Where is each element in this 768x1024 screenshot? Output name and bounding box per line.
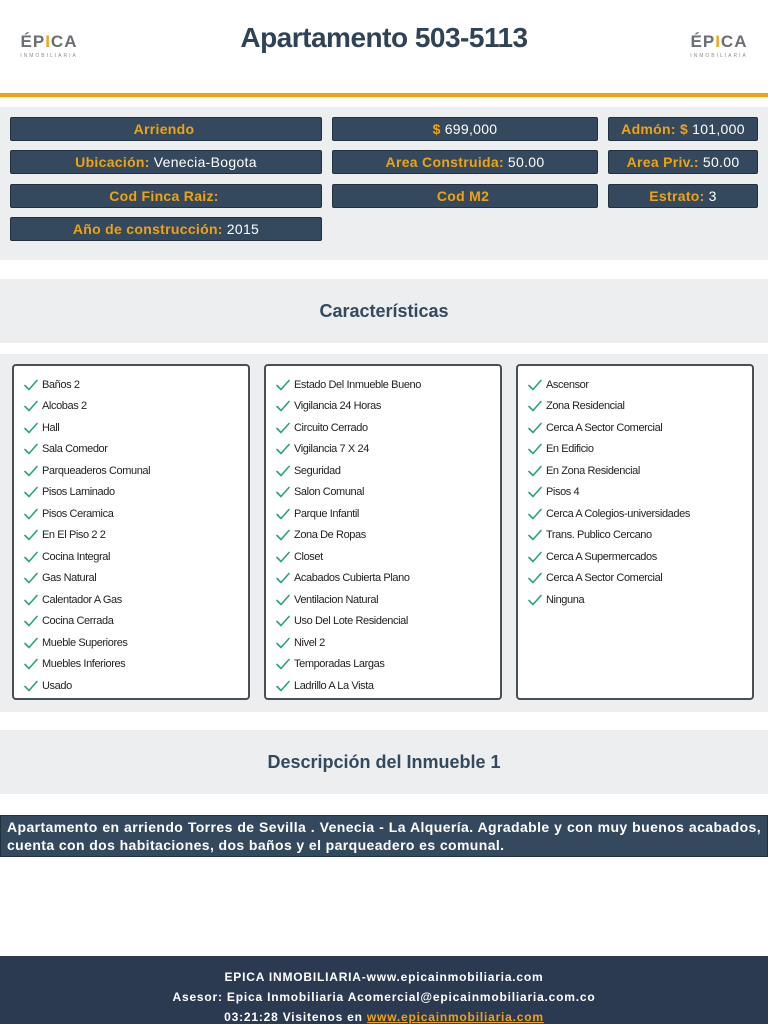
feature-item bbox=[528, 396, 752, 418]
check-icon bbox=[24, 551, 38, 563]
feature-item bbox=[24, 374, 248, 396]
feature-label: Circuito Cerrado bbox=[294, 421, 368, 434]
feature-item bbox=[276, 654, 500, 676]
pill-area-priv: Area Priv.: 50.00 bbox=[608, 150, 758, 174]
feature-item bbox=[528, 460, 752, 482]
features-column bbox=[12, 364, 250, 700]
check-icon bbox=[24, 658, 38, 670]
feature-item bbox=[24, 568, 248, 590]
features-column bbox=[264, 364, 502, 700]
feature-label: Parqueaderos Comunal bbox=[42, 464, 151, 477]
feature-label: Vigilancia 7 X 24 bbox=[294, 443, 369, 456]
feature-label: Usado bbox=[42, 679, 72, 692]
check-icon bbox=[528, 486, 542, 498]
feature-item bbox=[24, 396, 248, 418]
check-icon bbox=[528, 422, 542, 434]
feature-label: Pisos 4 bbox=[546, 486, 580, 499]
feature-label: Seguridad bbox=[294, 464, 341, 477]
feature-item bbox=[24, 632, 248, 654]
feature-item bbox=[528, 374, 752, 396]
feature-label: Sala Comedor bbox=[42, 443, 108, 456]
feature-item bbox=[276, 611, 500, 633]
footer-company-line: EPICA INMOBILIARIA-www.epicainmobiliaria.com bbox=[224, 970, 544, 984]
feature-item bbox=[528, 439, 752, 461]
check-icon bbox=[276, 443, 290, 455]
header bbox=[0, 0, 768, 95]
check-icon bbox=[276, 400, 290, 412]
feature-item bbox=[528, 525, 752, 547]
pill-ubicacion: Ubicación: Venecia-Bogota bbox=[10, 150, 322, 174]
pill-admon: Admón: $ 101,000 bbox=[608, 117, 758, 141]
feature-item bbox=[276, 503, 500, 525]
check-icon bbox=[528, 529, 542, 541]
check-icon bbox=[24, 637, 38, 649]
feature-label: Gas Natural bbox=[42, 572, 97, 585]
check-icon bbox=[276, 680, 290, 692]
feature-label: Mueble Superiores bbox=[42, 636, 128, 649]
header-divider bbox=[0, 93, 768, 97]
feature-item bbox=[276, 568, 500, 590]
feature-label: Cocina Integral bbox=[42, 550, 110, 563]
features-heading: Características bbox=[0, 279, 768, 343]
feature-label: Ascensor bbox=[546, 378, 589, 391]
check-icon bbox=[276, 422, 290, 434]
feature-item bbox=[24, 439, 248, 461]
features-column bbox=[516, 364, 754, 700]
feature-label: Cerca A Supermercados bbox=[546, 550, 657, 563]
check-icon bbox=[276, 379, 290, 391]
feature-label: Cerca A Sector Comercial bbox=[546, 421, 663, 434]
feature-item bbox=[24, 482, 248, 504]
feature-item bbox=[528, 568, 752, 590]
feature-item bbox=[528, 589, 752, 611]
pill-cod-m2: Cod M2 bbox=[332, 184, 598, 208]
check-icon bbox=[24, 379, 38, 391]
feature-item bbox=[528, 417, 752, 439]
check-icon bbox=[24, 594, 38, 606]
feature-label: Baños 2 bbox=[42, 378, 80, 391]
check-icon bbox=[528, 379, 542, 391]
check-icon bbox=[24, 572, 38, 584]
check-icon bbox=[24, 680, 38, 692]
check-icon bbox=[276, 465, 290, 477]
footer-advisor-line: Asesor: Epica Inmobiliaria Acomercial@epicainmobiliaria.com.co bbox=[172, 990, 596, 1004]
feature-label: Closet bbox=[294, 550, 323, 563]
feature-label: Ventilacion Natural bbox=[294, 593, 379, 606]
feature-label: Pisos Laminado bbox=[42, 486, 115, 499]
pill-estrato: Estrato: 3 bbox=[608, 184, 758, 208]
feature-item bbox=[276, 417, 500, 439]
feature-item bbox=[276, 482, 500, 504]
check-icon bbox=[276, 594, 290, 606]
check-icon bbox=[276, 658, 290, 670]
footer-visit-line: 03:21:28 Visitenos en www.epicainmobiliaria.com bbox=[224, 1010, 544, 1024]
brand-logo[interactable]: ÉPICA INMOBILIARIA bbox=[20, 31, 78, 59]
check-icon bbox=[528, 551, 542, 563]
feature-item bbox=[528, 482, 752, 504]
pill-anio: Año de construcción: 2015 bbox=[10, 217, 322, 241]
feature-item bbox=[24, 675, 248, 697]
check-icon bbox=[24, 443, 38, 455]
description-heading: Descripción del Inmueble 1 bbox=[0, 730, 768, 794]
check-icon bbox=[528, 594, 542, 606]
check-icon bbox=[276, 529, 290, 541]
check-icon bbox=[24, 529, 38, 541]
check-icon bbox=[24, 422, 38, 434]
check-icon bbox=[276, 615, 290, 627]
check-icon bbox=[276, 508, 290, 520]
check-icon bbox=[24, 508, 38, 520]
feature-item bbox=[276, 675, 500, 697]
feature-item bbox=[276, 460, 500, 482]
footer bbox=[0, 956, 768, 1024]
check-icon bbox=[528, 465, 542, 477]
feature-label: En Edificio bbox=[546, 443, 594, 456]
check-icon bbox=[528, 443, 542, 455]
feature-item bbox=[24, 589, 248, 611]
page-title: Apartamento 503-5113 bbox=[240, 22, 528, 53]
feature-label: Pisos Ceramica bbox=[42, 507, 114, 520]
feature-item bbox=[276, 439, 500, 461]
feature-item bbox=[24, 460, 248, 482]
feature-label: Nivel 2 bbox=[294, 636, 325, 649]
feature-item bbox=[528, 546, 752, 568]
feature-label: Cerca A Sector Comercial bbox=[546, 572, 663, 585]
feature-item bbox=[276, 589, 500, 611]
check-icon bbox=[276, 637, 290, 649]
feature-label: En Zona Residencial bbox=[546, 464, 640, 477]
pill-area-construida: Area Construida: 50.00 bbox=[332, 150, 598, 174]
check-icon bbox=[276, 572, 290, 584]
features-panel bbox=[0, 354, 768, 712]
feature-label: Ninguna bbox=[546, 593, 585, 606]
feature-label: Vigilancia 24 Horas bbox=[294, 400, 381, 413]
feature-item bbox=[276, 632, 500, 654]
feature-label: Uso Del Lote Residencial bbox=[294, 615, 408, 628]
feature-label: Calentador A Gas bbox=[42, 593, 122, 606]
check-icon bbox=[276, 486, 290, 498]
feature-label: En El Piso 2 2 bbox=[42, 529, 106, 542]
feature-item bbox=[528, 503, 752, 525]
check-icon bbox=[528, 400, 542, 412]
feature-label: Hall bbox=[42, 421, 60, 434]
feature-label: Cocina Cerrada bbox=[42, 615, 114, 628]
brand-logo[interactable]: ÉPICA INMOBILIARIA bbox=[690, 31, 748, 59]
feature-item bbox=[276, 396, 500, 418]
check-icon bbox=[276, 551, 290, 563]
feature-item bbox=[24, 654, 248, 676]
feature-item bbox=[24, 503, 248, 525]
pill-tipo: Arriendo bbox=[10, 117, 322, 141]
feature-label: Trans. Publico Cercano bbox=[546, 529, 652, 542]
feature-label: Cerca A Colegios-universidades bbox=[546, 507, 690, 520]
property-info-panel bbox=[0, 107, 768, 260]
feature-label: Parque Infantil bbox=[294, 507, 359, 520]
check-icon bbox=[24, 486, 38, 498]
check-icon bbox=[24, 400, 38, 412]
feature-item bbox=[276, 374, 500, 396]
feature-label: Temporadas Largas bbox=[294, 658, 385, 671]
feature-item bbox=[24, 546, 248, 568]
feature-label: Zona Residencial bbox=[546, 400, 625, 413]
pill-cod-finca: Cod Finca Raiz: bbox=[10, 184, 322, 208]
check-icon bbox=[24, 465, 38, 477]
feature-label: Estado Del Inmueble Bueno bbox=[294, 378, 421, 391]
feature-item bbox=[24, 611, 248, 633]
feature-label: Acabados Cubierta Plano bbox=[294, 572, 410, 585]
pill-precio: $ 699,000 bbox=[332, 117, 598, 141]
feature-label: Salon Comunal bbox=[294, 486, 365, 499]
feature-label: Alcobas 2 bbox=[42, 400, 87, 413]
check-icon bbox=[528, 508, 542, 520]
check-icon bbox=[24, 615, 38, 627]
feature-item bbox=[276, 546, 500, 568]
description-text: Apartamento en arriendo Torres de Sevilla . Venecia - La Alquería. Agradable y con muy buenos acabados, cuenta con dos habitaciones, dos baños y el parqueadero es comunal. bbox=[0, 815, 768, 857]
feature-label: Ladrillo A La Vista bbox=[294, 679, 374, 692]
feature-item bbox=[24, 417, 248, 439]
feature-label: Muebles Inferiores bbox=[42, 658, 126, 671]
feature-label: Zona De Ropas bbox=[294, 529, 366, 542]
check-icon bbox=[528, 572, 542, 584]
website-link[interactable]: www.epicainmobiliaria.com bbox=[366, 1010, 544, 1024]
feature-item bbox=[24, 525, 248, 547]
feature-item bbox=[276, 525, 500, 547]
